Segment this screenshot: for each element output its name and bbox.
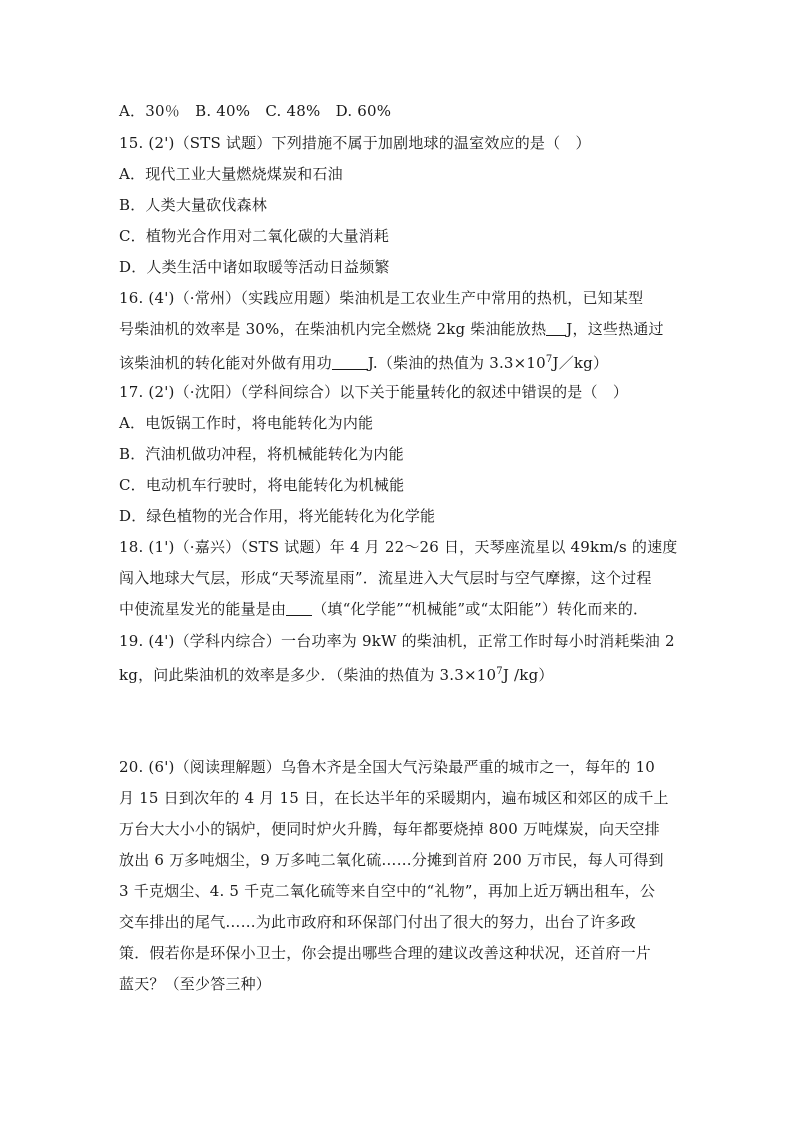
q17-option-c: C．电动机车行驶时，将电能转化为机械能: [119, 476, 405, 494]
q16-line-3: [119, 350, 679, 373]
q16-line-3-text-a: 该柴油机的转化能对外做有用功: [119, 354, 332, 372]
q20-line-4: 放出 6 万多吨烟尘，9 万多吨二氧化硫……分摊到首府 200 万市民，每人可得到: [119, 851, 664, 869]
q20-line-2: 月 15 日到次年的 4 月 15 日，在长达半年的采暖期内，遍布城区和郊区的成千上: [119, 789, 669, 807]
q14-options: A．30％ B. 40% C. 48% D. 60%: [119, 102, 392, 120]
q15-option-a: A．现代工业大量燃烧煤炭和石油: [119, 165, 343, 183]
q19-exponent: 7: [496, 666, 503, 677]
q16-line-1: 16. (4')（·常州）（实践应用题）柴油机是工农业生产中常用的热机，已知某型: [119, 289, 644, 307]
q18-line-3: [119, 599, 679, 619]
q18-line-3-text-b: （填“化学能”“机械能”或“太阳能”）转化而来的．: [312, 600, 649, 618]
q15-stem: 15. (2')（STS 试题）下列措施不属于加剧地球的温室效应的是（ ）: [119, 134, 591, 152]
q15-option-c: C．植物光合作用对二氧化碳的大量消耗: [119, 227, 390, 245]
q17-option-d: D．绿色植物的光合作用，将光能转化为化学能: [119, 507, 436, 525]
q20-line-3: 万台大大小小的锅炉，便同时炉火升腾，每年都要烧掉 800 万吨煤炭，向天空排: [119, 820, 660, 838]
q18-line-3-text-a: 中使流星发光的能量是由: [119, 600, 287, 618]
q18-line-2: 闯入地球大气层，形成“天琴流星雨”．流星进入大气层时与空气摩擦，这个过程: [119, 569, 652, 587]
q18-line-1: 18. (1')（·嘉兴）（STS 试题）年 4 月 22～26 日，天琴座流星以 49km/s 的速度: [119, 538, 678, 556]
q16-line-3-text-c: J／kg）: [552, 354, 609, 372]
q19-line-2-text-a: kg，问此柴油机的效率是多少．（柴油的热值为 3.3×10: [119, 666, 497, 684]
q16-line-2: [119, 319, 679, 339]
q20-line-8: 蓝天？（至少答三种）: [119, 975, 272, 993]
q15-option-b: B．人类大量砍伐森林: [119, 196, 268, 214]
q16-line-3-text-b: J.（柴油的热值为 3.3×10: [367, 354, 546, 372]
q17-option-b: B．汽油机做功冲程，将机械能转化为内能: [119, 445, 404, 463]
q19-line-2-text-b: J /kg）: [502, 666, 554, 684]
q20-line-1: 20. (6')（阅读理解题）乌鲁木齐是全国大气污染最严重的城市之一，每年的 10: [119, 758, 656, 776]
q16-exponent: 7: [545, 354, 553, 365]
q17-stem: 17. (2')（·沈阳）（学科间综合）以下关于能量转化的叙述中错误的是（ ）: [119, 383, 629, 401]
q20-line-7: 策．假若你是环保小卫士，你会提出哪些合理的建议改善这种状况，还首府一片: [119, 944, 652, 962]
q16-line-2-text-a: 号柴油机的效率是 30%，在柴油机内完全燃烧 2kg 柴油能放热: [119, 320, 547, 338]
q16-line-2-text-b: J，这些热通过: [566, 320, 664, 338]
q16-blank-heat: [546, 321, 566, 336]
q18-blank-energy: [286, 601, 312, 616]
q19-line-2: [119, 662, 679, 685]
q17-option-a: A．电饭锅工作时，将电能转化为内能: [119, 414, 374, 432]
q20-line-6: 交车排出的尾气……为此市政府和环保部门付出了很大的努力，出台了许多政: [119, 913, 636, 931]
q20-line-5: 3 千克烟尘、4. 5 千克二氧化硫等来自空中的“礼物”，再加上近万辆出租车，公: [119, 882, 656, 900]
q19-line-1: 19. (4')（学科内综合）一台功率为 9kW 的柴油机，正常工作时每小时消耗柴油 2: [119, 632, 675, 650]
q16-blank-work: [332, 355, 368, 370]
q15-option-d: D．人类生活中诸如取暖等活动日益频繁: [119, 258, 390, 276]
